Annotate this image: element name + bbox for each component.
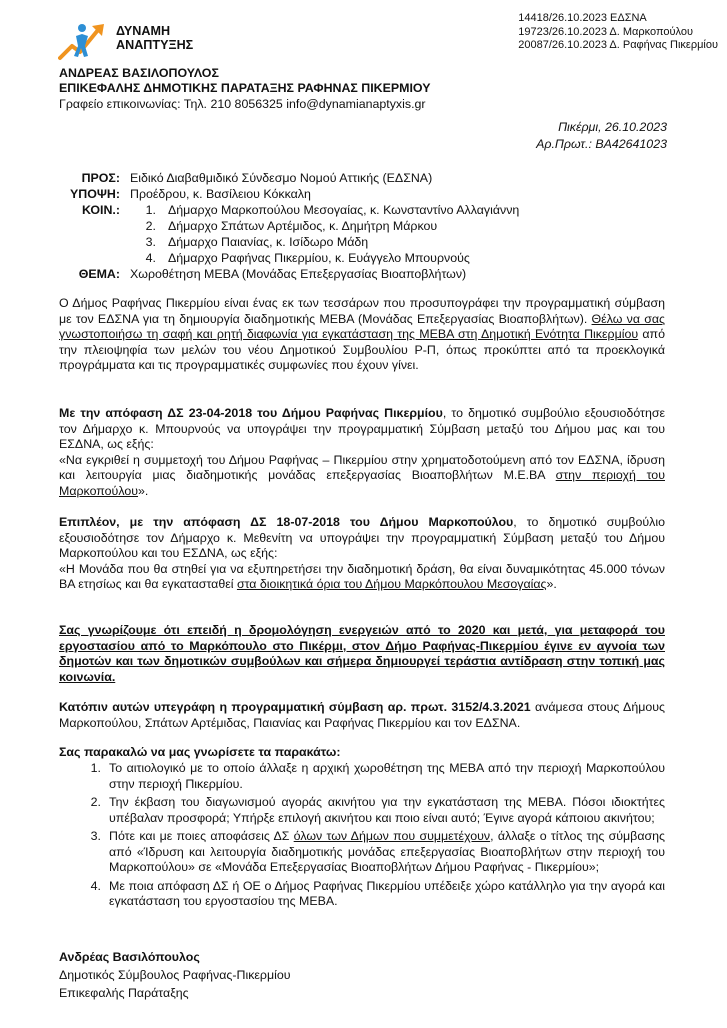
to-row — [60, 170, 660, 186]
subject-value: Χωροθέτηση ΜΕΒΑ (Μονάδας Επεξεργασίας Βιοαποβλήτων) — [130, 267, 467, 281]
paragraph-notice: Σας γνωρίζουμε ότι επειδή η δρομολόγηση ενεργειών από το 2020 και μετά, για μεταφορά του εργοστασίου από το Μαρκόπουλο στο Πικέρμι, στον Δήμο Ραφήνας-Πικερμίου έγινε εν αγνοία των δημοτών και των δημοτικών συμβούλων και σήμερα δημιουργεί τεράστια αντίδραση στην τοπική μας κοινωνία. — [59, 623, 665, 684]
date-block — [536, 119, 667, 153]
request-item: 4. Με ποια απόφαση ΔΣ ή ΟΕ ο Δήμος Ραφήνας Πικερμίου υπέδειξε χώρο κατάλληλο για την αγορά και εγκατάσταση του εργοστασίου της ΜΕΒΑ. — [90, 878, 665, 908]
cc-item: 1. Δήμαρχο Μαρκοπούλου Μεσογαίας, κ. Κωνσταντίνο Αλλαγιάννη — [145, 203, 520, 217]
registry-ref: 14418/26.10.2023 ΕΔΣΝΑ — [518, 12, 647, 24]
requests-intro: Σας παρακαλώ να μας γνωρίσετε τα παρακάτω: — [59, 745, 341, 759]
subject-label: ΘΕΜΑ: — [78, 267, 120, 281]
cc-label: ΚΟΙΝ.: — [82, 203, 120, 217]
logo-line-1: ΔΥΝΑΜΗ — [116, 24, 171, 38]
decision-ref: Με την απόφαση ΔΣ 23-04-2018 του Δήμου Ραφήνας Πικερμίου — [59, 406, 443, 420]
logo — [58, 20, 208, 64]
registry-ref: 19723/26.10.2023 Δ. Μαρκοπούλου — [518, 25, 693, 38]
sender-contact: Γραφείο επικοινωνίας: Τηλ. 210 8056325 info@dynamianaptyxis.gr — [59, 96, 426, 111]
cc-row — [60, 202, 660, 266]
cc-item: 4. Δήμαρχο Ραφήνας Πικερμίου, κ. Ευάγγελο Μπουρνούς — [145, 251, 470, 265]
protocol-number: Αρ.Πρωτ.: ΒΑ42641023 — [536, 137, 667, 151]
sender-name: ΑΝΔΡΕΑΣ ΒΑΣΙΛΟΠΟΥΛΟΣ — [59, 66, 219, 80]
registry-ref: 20087/26.10.2023 Δ. Ραφήνας Πικερμίου — [518, 39, 718, 51]
attn-label: ΥΠΟΨΗ: — [70, 187, 120, 201]
signature-title: Επικεφαλής Παράταξης — [59, 986, 189, 1000]
logo-text — [116, 24, 193, 52]
signature-name: Ανδρέας Βασιλόπουλος — [59, 950, 200, 964]
request-item: 1. Το αιτιολογικό με το οποίο άλλαξε η αρχική χωροθέτηση της ΜΕΒΑ από την περιοχή Μαρκοπούλου στην περιοχή Πικερμίου. — [90, 761, 665, 791]
attn-value: Προέδρου, κ. Βασίλειου Κόκκαλη — [130, 187, 311, 201]
registry-references — [518, 12, 718, 53]
paragraph-intro: Ο Δήμος Ραφήνας Πικερμίου είναι ένας εκ των τεσσάρων που προσυπογράφει την προγραμματική σύμβαση με τον ΕΔΣΝΑ για τη δημιουργία διαδημοτικής ΜΕΒΑ (Μονάδας Επεξεργασίας Βιοαποβλήτων). Θέλω να σας γνωστοποιήσω τη σαφή και ρητή διαφωνία για εγκατάσταση της ΜΕΒΑ στη Δημοτική Ενότητα Πικερμίου από την πλειοψηφία των μελών του νέου Δημοτικού Συμβουλίου Ρ-Π, όπως προκύπτει από τα προεκλογικά προγράμματα και τις προγραμματικές συμφωνίες που έχουν γίνει. — [59, 296, 666, 372]
decision-quote: «Να εγκριθεί η συμμετοχή του Δήμου Ραφήνας – Πικερμίου στην χρηματοδοτούμενη από τον ΕΔΣΝΑ, ίδρυση και λειτουργία μιας διαδημοτικής μονάδας επεξεργασίας Βιοαποβλήτων Μ.Ε.ΒΑ — [59, 452, 665, 482]
logo-line-2: ΑΝΑΠΤΥΞΗΣ — [116, 38, 194, 52]
letter-date: Πικέρμι, 26.10.2023 — [558, 120, 667, 134]
signature-role: Δημοτικός Σύμβουλος Ραφήνας-Πικερμίου — [59, 968, 291, 982]
request-item: 3. Πότε και με ποιες αποφάσεις ΔΣ όλων των Δήμων που συμμετέχουν, άλλαξε ο τίτλος της σύμβασης από «Ίδρυση και λειτουργία διαδημοτικής μονάδας επεξεργασίας Βιοαποβλήτων στην περιοχή του Μαρκοπούλου» σε «Μονάδα Επεξεργασίας Βιοαποβλήτων Δήμου Ραφήνας - Πικερμίου»; — [90, 829, 665, 874]
growth-arrow-figure-icon — [58, 20, 114, 64]
subject-row — [60, 266, 660, 282]
cc-list — [130, 202, 660, 266]
signature-block — [59, 948, 291, 1002]
sender-role: ΕΠΙΚΕΦΑΛΗΣ ΔΗΜΟΤΙΚΗΣ ΠΑΡΑΤΑΞΗΣ ΡΑΦΗΝΑΣ ΠΙΚΕΡΜΙΟΥ — [59, 81, 431, 96]
paragraph-decision-rafina: Με την απόφαση ΔΣ 23-04-2018 του Δήμου Ραφήνας Πικερμίου, το δημοτικό συμβούλιο εξουσιοδότησε τον Δήμαρχο κ. Μπουρνούς να υπογράψει την προγραμματική Σύμβαση μεταξύ του Δήμου μας και του ΕΣΔΝΑ, ως εξής: «Να εγκριθεί η συμμετοχή του Δήμου Ραφήνας – Πικερμίου στην χρηματοδοτούμενη από τον ΕΔΣΝΑ, ίδρυση και λειτουργία μιας διαδημοτικής μονάδας επεξεργασίας Βιοαποβλήτων Μ.Ε.ΒΑ στην περιοχή του Μαρκοπούλου». — [59, 406, 666, 498]
paragraph-contract: Κατόπιν αυτών υπεγράφη η προγραμματική σύμβαση αρ. πρωτ. 3152/4.3.2021 ανάμεσα στους Δήμους Μαρκοπούλου, Σπάτων Αρτέμιδας, Παιανίας και Ραφήνας Πικερμίου και τον ΕΔΣΝΑ. — [59, 700, 665, 730]
contract-ref: Κατόπιν αυτών υπεγράφη η προγραμματική σύμβαση αρ. πρωτ. 3152/4.3.2021 — [59, 700, 531, 714]
to-value: Ειδικό Διαβαθμιδικό Σύνδεσμο Νομού Αττικής (ΕΔΣΝΑ) — [130, 171, 433, 185]
cc-item: 2. Δήμαρχο Σπάτων Αρτέμιδος, κ. Δημήτρη Μάρκου — [145, 219, 438, 233]
requests-list — [59, 761, 665, 913]
underlined-statement: Θέλω να σας γνωστοποιήσω τη σαφή και ρητή διαφωνία για εγκατάσταση της ΜΕΒΑ στη Δημοτική Ενότητα Πικερμίου — [59, 311, 665, 341]
decision-quote: «Η Μονάδα που θα στηθεί για να εξυπηρετήσει την διαδημοτική δράση, θα είναι δυναμικότητας 45.000 τόνων ΒΑ ετησίως και θα εγκατασταθεί — [59, 561, 665, 591]
request-item: 2. Την έκβαση του διαγωνισμού αγοράς ακινήτου για την εγκατάσταση της ΜΕΒΑ. Πόσοι ιδιοκτήτες υπέβαλαν προσφορά; Υπήρξε επιλογή ακινήτου και ποιο είναι αυτό; Έγινε αγορά κάποιου ακινήτου; — [90, 795, 665, 825]
attn-row — [60, 186, 660, 202]
decision-ref: Επιπλέον, με την απόφαση ΔΣ 18-07-2018 του Δήμου Μαρκοπούλου — [59, 515, 514, 529]
to-label: ΠΡΟΣ: — [81, 171, 120, 185]
paragraph-decision-markopoulo: Επιπλέον, με την απόφαση ΔΣ 18-07-2018 του Δήμου Μαρκοπούλου, το δημοτικό συμβούλιο εξουσιοδότησε τον Δήμαρχο κ. Μεθενίτη να υπογράψει την προγραμματική Σύμβαση μεταξύ του Δήμου Μαρκοπούλου και του ΕΣΔΝΑ, ως εξής: «Η Μονάδα που θα στηθεί για να εξυπηρετήσει την διαδημοτική δράση, θα είναι δυναμικότητας 45.000 τόνων ΒΑ ετησίως και θα εγκατασταθεί στα διοικητικά όρια του Δήμου Μαρκόπουλου Μεσογαίας». — [59, 515, 665, 591]
sender-block — [59, 66, 430, 112]
addressee-block — [60, 170, 660, 282]
cc-item: 3. Δήμαρχο Παιανίας, κ. Ισίδωρο Μάδη — [145, 235, 369, 249]
